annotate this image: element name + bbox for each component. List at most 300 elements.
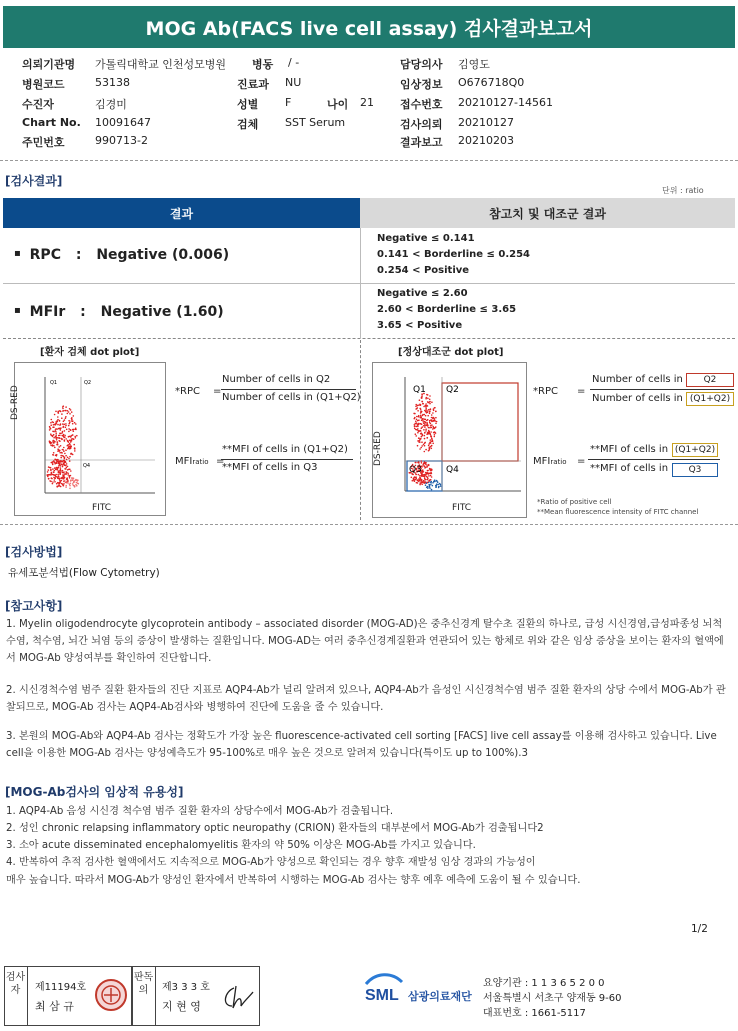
y-axis-label: DS-RED xyxy=(10,385,20,420)
cell-dot xyxy=(65,485,67,487)
cell-dot xyxy=(69,469,71,471)
cell-dot xyxy=(62,472,64,474)
rpc-reference xyxy=(377,231,530,279)
cell-dot xyxy=(431,421,433,423)
cell-dot xyxy=(420,447,422,449)
phone: 대표번호 : 1661-5117 xyxy=(483,1008,586,1019)
info-label: 병동 xyxy=(252,58,274,71)
results-section-label: [검사결과] xyxy=(5,174,63,188)
footnote: **Mean fluorescence intensity of FITC channel xyxy=(537,508,699,516)
cell-dot xyxy=(425,422,427,424)
cell-dot xyxy=(422,415,424,417)
patient-plot-title: [환자 검체 dot plot] xyxy=(40,347,140,358)
cell-dot xyxy=(56,483,58,485)
cell-dot xyxy=(54,463,56,465)
cell-dot xyxy=(434,407,436,409)
cell-dot xyxy=(67,474,69,476)
cell-dot xyxy=(423,429,425,431)
cell-dot xyxy=(59,410,61,412)
cell-dot xyxy=(73,444,75,446)
quadrant-label: Q2 xyxy=(84,380,92,386)
cell-dot xyxy=(66,429,68,431)
cell-dot xyxy=(56,461,58,463)
mfi-numerator-prefix: **MFI of cells in xyxy=(590,444,669,455)
cell-dot xyxy=(416,426,418,428)
cell-dot xyxy=(54,447,56,449)
cell-dot xyxy=(62,423,64,425)
divider xyxy=(0,160,738,161)
cell-dot xyxy=(58,484,60,486)
seal-icon xyxy=(94,978,128,1012)
mfir-reference xyxy=(377,286,516,334)
cell-dot xyxy=(419,439,421,441)
cell-dot xyxy=(424,442,426,444)
cell-dot xyxy=(67,445,69,447)
cell-dot xyxy=(426,394,428,396)
cell-dot xyxy=(418,416,420,418)
cell-dot xyxy=(425,403,427,405)
info-label: 결과보고 xyxy=(400,136,443,149)
footnote: *Ratio of positive cell xyxy=(537,498,612,506)
cell-dot xyxy=(78,483,80,485)
cell-dot xyxy=(50,422,52,424)
cell-dot xyxy=(62,431,64,433)
cell-dot xyxy=(67,466,69,468)
cell-dot xyxy=(67,469,69,471)
cell-dot xyxy=(70,470,72,472)
cell-dot xyxy=(424,445,426,447)
cell-dot xyxy=(420,477,422,479)
cell-dot xyxy=(54,479,56,481)
info-value: 김영도 xyxy=(458,58,490,71)
cell-dot xyxy=(63,447,65,449)
cell-dot xyxy=(429,480,431,482)
cell-dot xyxy=(74,450,76,452)
quadrant-label: Q1 xyxy=(413,385,426,395)
equals-sign: = xyxy=(577,456,586,467)
cell-dot xyxy=(50,481,52,483)
inspector-name: 최 삼 규 xyxy=(35,1000,74,1013)
cell-dot xyxy=(429,395,431,397)
quadrant-label: Q3 xyxy=(409,465,422,475)
cell-dot xyxy=(423,465,425,467)
cell-dot xyxy=(67,413,69,415)
cell-dot xyxy=(61,480,63,482)
cell-dot xyxy=(68,480,70,482)
rpc-numerator: Number of cells in Q2 xyxy=(222,374,331,385)
cell-dot xyxy=(65,425,67,427)
cell-dot xyxy=(426,420,428,422)
cell-dot xyxy=(65,462,67,464)
cell-dot xyxy=(71,479,73,481)
cell-dot xyxy=(430,481,432,483)
cell-dot xyxy=(74,436,76,438)
cell-dot xyxy=(55,438,57,440)
mfi-text: MFI xyxy=(175,456,193,467)
info-label: 임상정보 xyxy=(400,78,443,91)
cell-dot xyxy=(50,433,52,435)
rpc-name: RPC xyxy=(29,247,61,263)
cell-dot xyxy=(417,445,419,447)
cell-dot xyxy=(63,437,65,439)
cell-dot xyxy=(425,407,427,409)
mfi-subscript: ratio xyxy=(550,458,567,466)
cell-dot xyxy=(429,447,431,449)
cell-dot xyxy=(414,424,416,426)
cell-dot xyxy=(54,459,56,461)
cell-dot xyxy=(421,420,423,422)
cell-dot xyxy=(57,424,59,426)
cell-dot xyxy=(53,452,55,454)
cell-dot xyxy=(427,479,429,481)
fraction-bar xyxy=(221,459,353,460)
cell-dot xyxy=(430,434,432,436)
info-value: 990713-2 xyxy=(95,134,148,147)
cell-dot xyxy=(64,435,66,437)
cell-dot xyxy=(75,429,77,431)
cell-dot xyxy=(436,480,438,482)
cell-dot xyxy=(65,423,67,425)
cell-dot xyxy=(56,467,58,469)
cell-dot xyxy=(421,441,423,443)
cell-dot xyxy=(432,412,434,414)
cell-dot xyxy=(62,476,64,478)
cell-dot xyxy=(68,411,70,413)
cell-dot xyxy=(65,465,67,467)
cell-dot xyxy=(419,448,421,450)
cell-dot xyxy=(65,486,67,488)
cell-dot xyxy=(66,478,68,480)
cell-dot xyxy=(427,433,429,435)
cell-dot xyxy=(429,411,431,413)
cell-dot xyxy=(415,404,417,406)
cell-dot xyxy=(422,419,424,421)
info-label: 성별 xyxy=(237,98,259,111)
cell-dot xyxy=(419,484,421,486)
cell-dot xyxy=(49,426,51,428)
list-item: 2. 성인 chronic relapsing inflammatory optic neuropathy (CRION) 환자들의 대부분에서 MOG-Ab가 검출됩니다2 xyxy=(6,823,544,834)
info-value: 20210203 xyxy=(458,134,514,147)
cell-dot xyxy=(69,444,71,446)
x-axis-label: FITC xyxy=(92,503,112,513)
cell-dot xyxy=(64,457,66,459)
method-text: 유세포분석법(Flow Cytometry) xyxy=(8,567,160,579)
cell-dot xyxy=(63,463,65,465)
unit-label: 단위 : ratio xyxy=(662,186,704,195)
info-value: 김경미 xyxy=(95,98,127,111)
cell-dot xyxy=(67,482,69,484)
cell-dot xyxy=(67,457,69,459)
cell-dot xyxy=(52,435,54,437)
separator: : xyxy=(75,247,82,263)
info-label: 검사의뢰 xyxy=(400,118,443,131)
cell-dot xyxy=(426,464,428,466)
cell-dot xyxy=(428,486,430,488)
cell-dot xyxy=(63,450,65,452)
dot-cloud xyxy=(409,393,442,491)
cell-dot xyxy=(428,445,430,447)
cell-dot xyxy=(75,437,77,439)
cell-dot xyxy=(72,454,74,456)
rpc-formula-label: *RPC xyxy=(175,386,200,397)
cell-dot xyxy=(431,469,433,471)
cell-dot xyxy=(425,479,427,481)
cell-dot xyxy=(58,483,60,485)
cell-dot xyxy=(415,476,417,478)
cell-dot xyxy=(51,462,53,464)
cell-dot xyxy=(62,461,64,463)
cell-dot xyxy=(435,485,437,487)
cell-dot xyxy=(62,470,64,472)
cell-dot xyxy=(64,453,66,455)
cell-dot xyxy=(430,472,432,474)
cell-dot xyxy=(419,441,421,443)
cell-dot xyxy=(433,427,435,429)
cell-dot xyxy=(427,473,429,475)
cell-dot xyxy=(416,478,418,480)
method-section-label: [검사방법] xyxy=(5,545,63,559)
cell-dot xyxy=(64,480,66,482)
cell-dot xyxy=(69,485,71,487)
cell-dot xyxy=(420,412,422,414)
cell-dot xyxy=(77,480,79,482)
cell-dot xyxy=(58,437,60,439)
cell-dot xyxy=(52,481,54,483)
cell-dot xyxy=(422,426,424,428)
reviewer-name: 지 현 영 xyxy=(162,1000,201,1013)
cell-dot xyxy=(425,411,427,413)
cell-dot xyxy=(418,478,420,480)
info-value: 가톨릭대학교 인천성모병원 xyxy=(95,58,227,71)
cell-dot xyxy=(50,441,52,443)
cell-dot xyxy=(427,470,429,472)
cell-dot xyxy=(429,401,431,403)
cell-dot xyxy=(423,425,425,427)
cell-dot xyxy=(48,466,50,468)
cell-dot xyxy=(63,471,65,473)
utility-section-label: [MOG-Ab검사의 임상적 유용성] xyxy=(5,785,184,799)
cell-dot xyxy=(411,477,413,479)
report-title: MOG Ab(FACS live cell assay) 검사결과보고서 xyxy=(3,6,735,48)
cell-dot xyxy=(60,445,62,447)
cell-dot xyxy=(54,414,56,416)
q1q2-box-label: (Q1+Q2) xyxy=(672,443,718,457)
cell-dot xyxy=(430,435,432,437)
cell-dot xyxy=(431,448,433,450)
rpc-value: Negative (0.006) xyxy=(96,247,230,263)
q2-box-label: Q2 xyxy=(686,373,734,387)
cell-dot xyxy=(71,411,73,413)
cell-dot xyxy=(425,405,427,407)
cell-dot xyxy=(433,417,435,419)
cell-dot xyxy=(419,404,421,406)
cell-dot xyxy=(72,420,74,422)
inspector-label: 검사자 xyxy=(4,966,28,1026)
cell-dot xyxy=(429,469,431,471)
cell-dot xyxy=(424,461,426,463)
cell-dot xyxy=(435,486,437,488)
fraction-bar xyxy=(221,389,356,390)
cell-dot xyxy=(425,415,427,417)
cell-dot xyxy=(64,473,66,475)
list-item: 매우 높습니다. 따라서 MOG-Ab가 양성인 환자에서 반복하여 시행하는 MOG-Ab 검사는 향후 예후 예측에 도움이 될 수 있습니다. xyxy=(6,875,581,886)
cell-dot xyxy=(52,445,54,447)
cell-dot xyxy=(65,416,67,418)
cell-dot xyxy=(63,421,65,423)
cell-dot xyxy=(428,409,430,411)
cell-dot xyxy=(439,483,441,485)
cell-dot xyxy=(53,454,55,456)
cell-dot xyxy=(71,477,73,479)
separator: : xyxy=(80,304,86,320)
cell-dot xyxy=(71,420,73,422)
cell-dot xyxy=(64,477,66,479)
cell-dot xyxy=(68,436,70,438)
cell-dot xyxy=(437,484,439,486)
cell-dot xyxy=(54,441,56,443)
cell-dot xyxy=(430,479,432,481)
cell-dot xyxy=(431,438,433,440)
cell-dot xyxy=(56,469,58,471)
info-label: 수진자 xyxy=(22,98,54,111)
cell-dot xyxy=(73,429,75,431)
rpc-denominator-prefix: Number of cells in xyxy=(592,393,683,404)
cell-dot xyxy=(57,474,59,476)
cell-dot xyxy=(420,438,422,440)
cell-dot xyxy=(430,483,432,485)
cell-dot xyxy=(417,407,419,409)
mfi-subscript: ratio xyxy=(192,458,209,466)
cell-dot xyxy=(425,472,427,474)
reference-line: Negative ≤ 2.60 xyxy=(377,288,468,299)
cell-dot xyxy=(420,433,422,435)
cell-dot xyxy=(440,485,442,487)
cell-dot xyxy=(62,455,64,457)
cell-dot xyxy=(59,450,61,452)
cell-dot xyxy=(65,406,67,408)
cell-dot xyxy=(421,462,423,464)
cell-dot xyxy=(419,399,421,401)
cell-dot xyxy=(63,426,65,428)
cell-dot xyxy=(56,459,58,461)
cell-dot xyxy=(53,472,55,474)
cell-dot xyxy=(66,472,68,474)
info-value: 53138 xyxy=(95,76,130,89)
cell-dot xyxy=(430,425,432,427)
cell-dot xyxy=(414,476,416,478)
cell-dot xyxy=(53,442,55,444)
reference-line: 0.254 < Positive xyxy=(377,265,470,276)
mfi-denominator: **MFI of cells in Q3 xyxy=(222,462,318,473)
cell-dot xyxy=(65,417,67,419)
cell-dot xyxy=(64,468,66,470)
cell-dot xyxy=(47,476,49,478)
mfir-result xyxy=(14,304,224,320)
cell-dot xyxy=(68,431,70,433)
cell-dot xyxy=(414,426,416,428)
cell-dot xyxy=(432,441,434,443)
cell-dot xyxy=(431,489,433,491)
cell-dot xyxy=(55,436,57,438)
cell-dot xyxy=(76,435,78,437)
cell-dot xyxy=(60,429,62,431)
cell-dot xyxy=(64,439,66,441)
note-paragraph: 2. 시신경척수염 범주 질환 환자들의 진단 지표로 AQP4-Ab가 널리 알려져 있으나, AQP4-Ab가 음성인 시신경척수염 범주 질환 환자의 상당 수에서 MOG-Ab가 관찰되므로, MOG-Ab 검사는 AQP4-Ab검사와 병행하여 진단에 도움을 줄 수 있습니다. xyxy=(6,685,726,713)
cell-dot xyxy=(74,422,76,424)
cell-dot xyxy=(424,451,426,453)
cell-dot xyxy=(61,478,63,480)
cell-dot xyxy=(50,424,52,426)
cell-dot xyxy=(61,483,63,485)
cell-dot xyxy=(74,447,76,449)
cell-dot xyxy=(71,418,73,420)
cell-dot xyxy=(429,409,431,411)
cell-dot xyxy=(420,430,422,432)
cell-dot xyxy=(51,477,53,479)
cell-dot xyxy=(56,420,58,422)
cell-dot xyxy=(419,480,421,482)
cell-dot xyxy=(427,412,429,414)
cell-dot xyxy=(424,435,426,437)
cell-dot xyxy=(419,408,421,410)
cell-dot xyxy=(425,449,427,451)
reference-column-header: 참고치 및 대조군 결과 xyxy=(360,198,735,228)
cell-dot xyxy=(59,440,61,442)
cell-dot xyxy=(59,433,61,435)
cell-dot xyxy=(60,457,62,459)
cell-dot xyxy=(61,452,63,454)
info-value: 20210127 xyxy=(458,116,514,129)
info-value: 20210127-14561 xyxy=(458,96,553,109)
cell-dot xyxy=(51,419,53,421)
cell-dot xyxy=(415,435,417,437)
cell-dot xyxy=(418,423,420,425)
info-value: F xyxy=(285,96,292,109)
cell-dot xyxy=(434,481,436,483)
cell-dot xyxy=(423,444,425,446)
cell-dot xyxy=(57,444,59,446)
cell-dot xyxy=(62,478,64,480)
cell-dot xyxy=(436,483,438,485)
cell-dot xyxy=(428,473,430,475)
quadrant-label: Q4 xyxy=(83,463,91,469)
dot-cloud xyxy=(46,405,79,489)
cell-dot xyxy=(413,479,415,481)
reference-line: Negative ≤ 0.141 xyxy=(377,233,475,244)
cell-dot xyxy=(425,409,427,411)
patient-plot-frame xyxy=(14,362,166,516)
institution-code: 요양기관 : 1 1 3 6 5 2 0 0 xyxy=(483,978,605,989)
cell-dot xyxy=(66,463,68,465)
cell-dot xyxy=(67,410,69,412)
cell-dot xyxy=(424,423,426,425)
cell-dot xyxy=(55,474,57,476)
quadrant-label: Q4 xyxy=(446,465,459,475)
cell-dot xyxy=(74,485,76,487)
signature-icon xyxy=(220,982,256,1012)
cell-dot xyxy=(47,474,49,476)
cell-dot xyxy=(57,437,59,439)
cell-dot xyxy=(73,415,75,417)
cell-dot xyxy=(426,482,428,484)
cell-dot xyxy=(54,481,56,483)
cell-dot xyxy=(53,474,55,476)
q3-box-label: Q3 xyxy=(672,463,718,477)
cell-dot xyxy=(63,434,65,436)
cell-dot xyxy=(415,462,417,464)
cell-dot xyxy=(428,482,430,484)
cell-dot xyxy=(58,435,60,437)
